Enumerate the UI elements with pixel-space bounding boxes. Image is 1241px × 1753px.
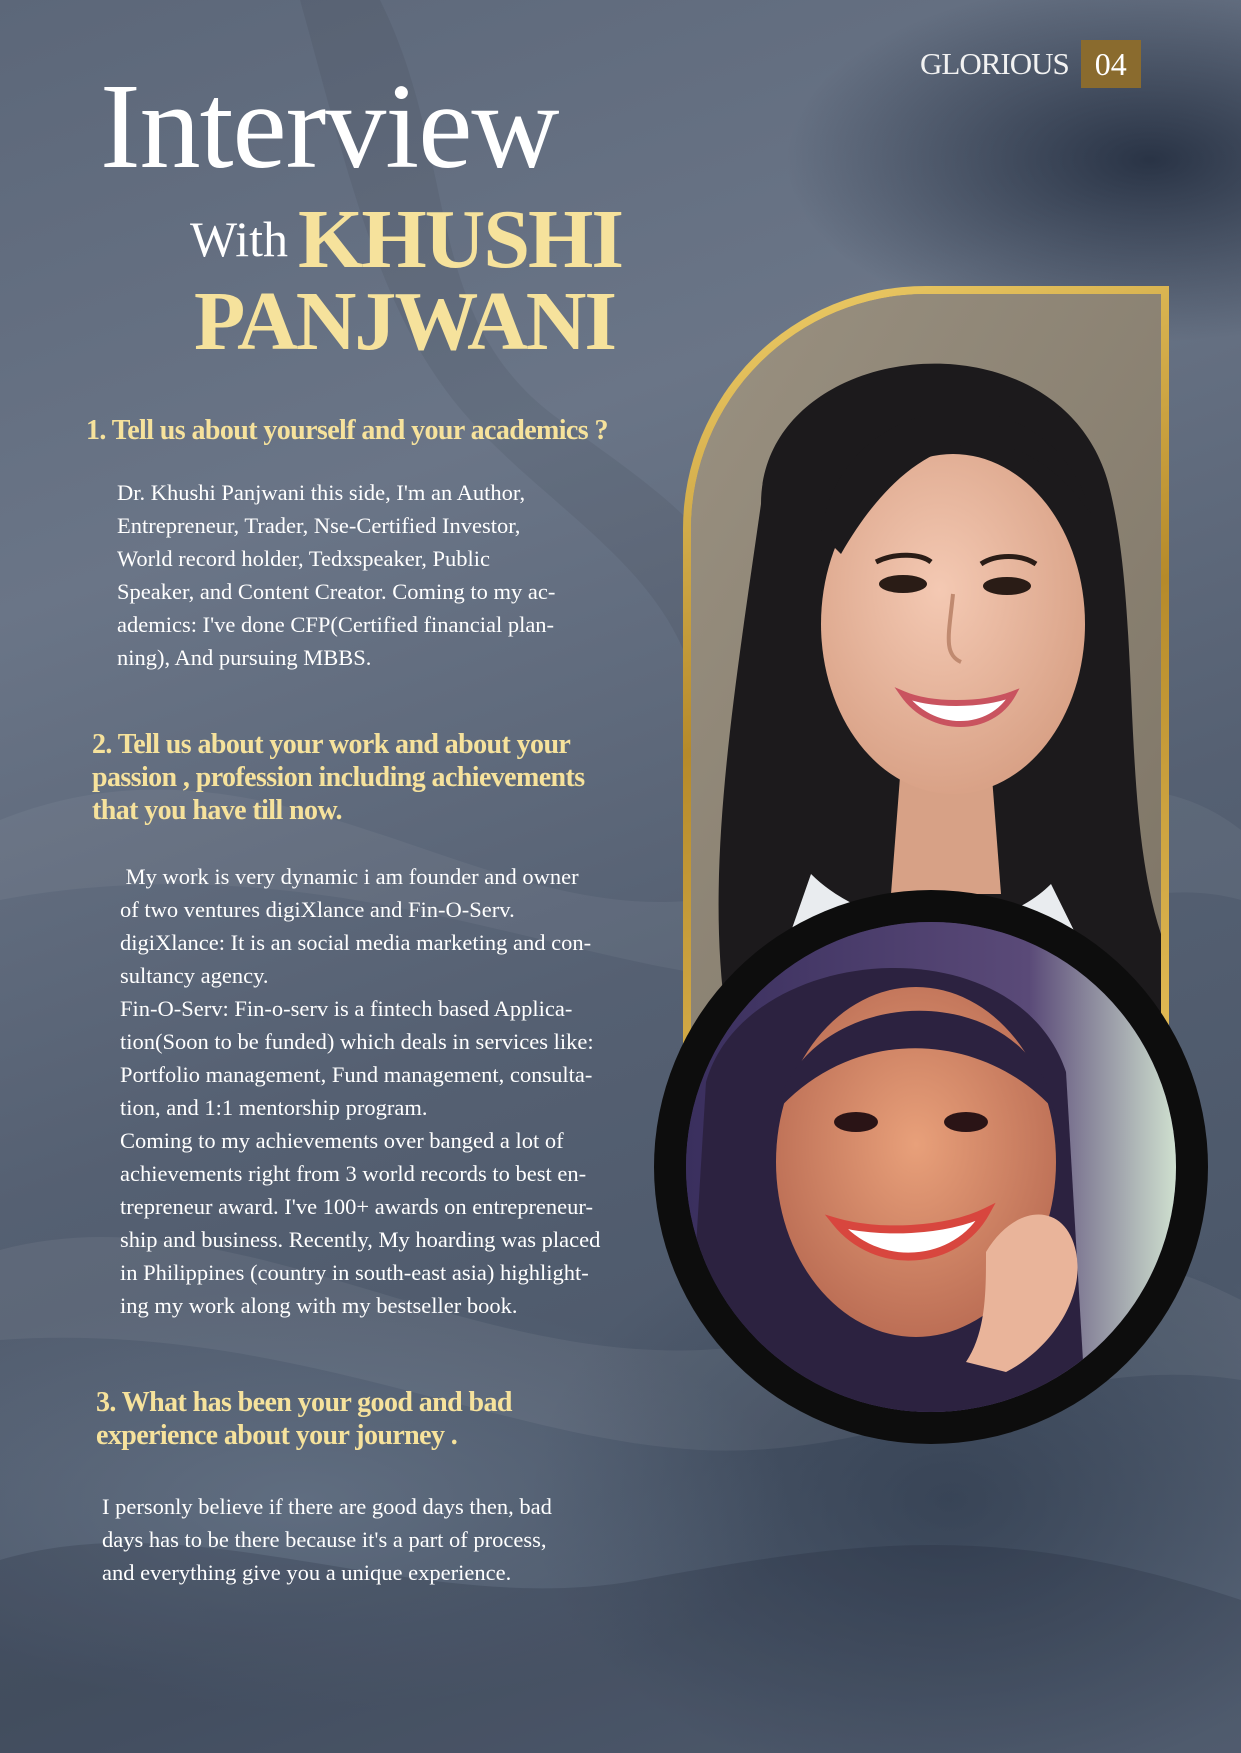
brand-name: GLORIOUS xyxy=(920,46,1069,81)
page-title: Interview xyxy=(100,59,559,194)
question-2: 2. Tell us about your work and about your passion , profession including achievements that you have till now. xyxy=(92,729,585,826)
title-with: With xyxy=(190,211,288,267)
answer-2: My work is very dynamic i am founder and owner of two ventures digiXlance and Fin-O-Serv. digiXlance: It is an social media marketing and con- sultancy agency. Fin-O-Serv: Fin-o-serv is a fintech based Applica- tion(Soon to be funded) which deals in services like: Portfolio management, Fund management, consulta- tion, and 1:1 mentorship program. Coming to my achievements over banged a lot of achievements right from 3 world records to best en- trepreneur award. I've 100+ awards on entrepreneur- ship and business. Recently, My hoarding was placed in Philippines (country in south-east asia) highlight- ing my work along with my bestseller book. xyxy=(120,864,601,1318)
magazine-brand xyxy=(920,40,1141,88)
interviewee-last-name: PANJWANI xyxy=(194,275,616,368)
question-1: 1. Tell us about yourself and your academics ? xyxy=(86,415,608,446)
answer-1: Dr. Khushi Panjwani this side, I'm an Author, Entrepreneur, Trader, Nse-Certified Investor, World record holder, Tedxspeaker, Public Speaker, and Content Creator. Coming to my ac- ademics: I've done CFP(Certified financial plan- ning), And pursuing MBBS. xyxy=(117,480,556,670)
interviewee-first-name: KHUSHI xyxy=(298,193,623,286)
question-3: 3. What has been your good and bad experience about your journey . xyxy=(96,1387,512,1451)
answer-3: I personly believe if there are good days then, bad days has to be there because it's a part of process, and everything give you a unique experience. xyxy=(102,1494,552,1585)
portrait-photo-circle xyxy=(686,922,1176,1412)
page-number: 04 xyxy=(1081,40,1141,88)
